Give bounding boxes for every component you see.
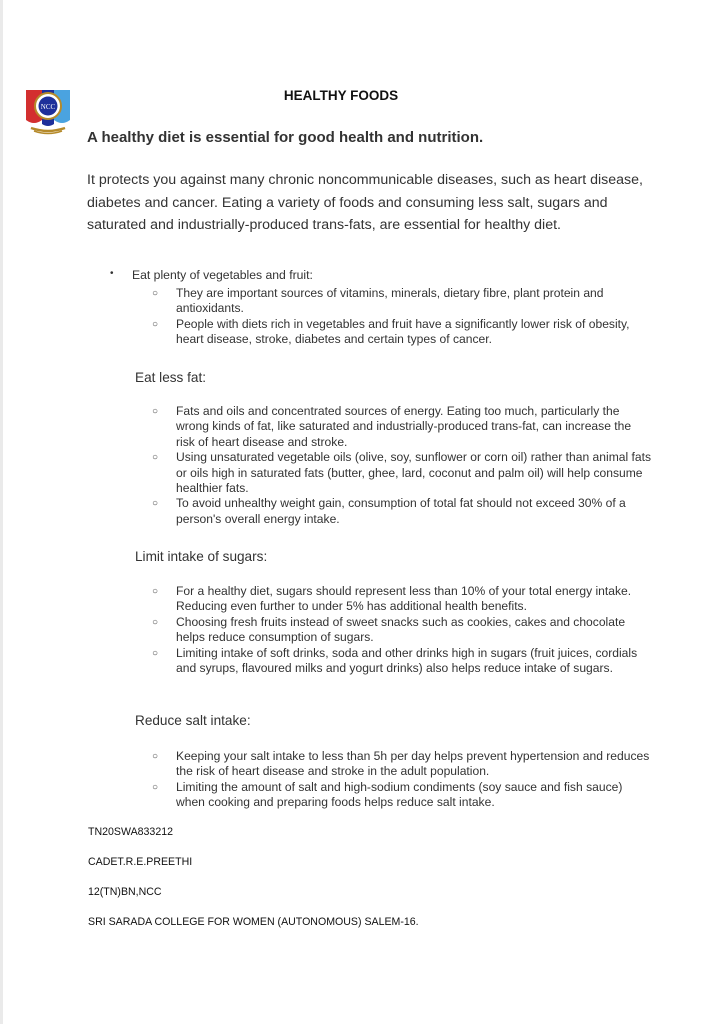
list-item xyxy=(152,646,652,677)
sub-bullet: ○ xyxy=(152,751,159,762)
section-heading-vegetables: Eat plenty of vegetables and fruit: xyxy=(132,268,313,282)
sugars-list xyxy=(152,584,652,676)
salt-list xyxy=(152,749,652,811)
college-name: SRI SARADA COLLEGE FOR WOMEN (AUTONOMOUS) SALEM-16. xyxy=(88,916,419,928)
list-item-text: Choosing fresh fruits instead of sweet snacks such as cookies, cakes and chocolate helps reduce consumption of sugars. xyxy=(176,614,626,645)
cadet-unit: 12(TN)BN,NCC xyxy=(88,886,162,898)
list-item-text: Limiting the amount of salt and high-sodium condiments (soy sauce and fish sauce) when cooking and preparing foods helps reduce salt intake. xyxy=(176,779,623,810)
list-item xyxy=(152,286,652,317)
sub-bullet: ○ xyxy=(152,318,159,330)
list-item xyxy=(152,780,652,811)
list-item-text: Using unsaturated vegetable oils (olive, soy, sunflower or corn oil) rather than animal fats or oils high in saturated fats (butter, ghee, lard, coconut and palm oil) will help consume healthier fats. xyxy=(176,450,652,496)
intro-paragraph: It protects you against many chronic noncommunicable diseases, such as heart disease, diabetes and cancer. Eating a variety of foods and consuming less salt, sugars and saturated and industrially-produced trans-fats, are essential for healthy diet. xyxy=(87,172,643,234)
list-item-text: For a healthy diet, sugars should represent less than 10% of your total energy intake. Reducing even further to under 5% has additional health benefits. xyxy=(176,584,632,614)
sub-bullet: ○ xyxy=(152,781,159,793)
logo-text: NCC xyxy=(40,103,56,111)
list-item-text: They are important sources of vitamins, minerals, dietary fibre, plant protein and antioxidants. xyxy=(176,286,604,316)
list-item xyxy=(152,450,652,496)
list-item xyxy=(152,749,652,780)
list-item-text: People with diets rich in vegetables and fruit have a significantly lower risk of obesity, heart disease, stroke, diabetes and certain types of cancer. xyxy=(176,316,630,347)
list-item-text: Keeping your salt intake to less than 5h per day helps prevent hypertension and reduces the risk of heart disease and stroke in the adult population. xyxy=(176,749,650,779)
cadet-id: TN20SWA833212 xyxy=(88,826,173,838)
cadet-name: CADET.R.E.PREETHI xyxy=(88,856,193,868)
sub-bullet: ○ xyxy=(152,616,159,628)
sub-bullet: ○ xyxy=(152,647,159,659)
section-heading-salt: Reduce salt intake: xyxy=(135,713,251,728)
list-item xyxy=(152,615,652,646)
main-bullet: • xyxy=(110,268,114,279)
list-item-text: To avoid unhealthy weight gain, consumption of total fat should not exceed 30% of a person's overall energy intake. xyxy=(176,496,626,526)
list-item-text: Limiting intake of soft drinks, soda and other drinks high in sugars (fruit juices, cordials and syrups, flavoured milks and yogurt drinks) also helps reduce intake of sugars. xyxy=(176,645,638,676)
fat-list xyxy=(152,404,652,527)
list-item xyxy=(152,496,652,527)
list-item xyxy=(152,584,652,615)
section-heading-sugars: Limit intake of sugars: xyxy=(135,549,268,564)
subheading: A healthy diet is essential for good health and nutrition. xyxy=(87,129,484,146)
section-heading-fat: Eat less fat: xyxy=(135,370,207,385)
sub-bullet: ○ xyxy=(152,498,159,510)
list-item xyxy=(152,404,652,450)
page-edge xyxy=(0,0,3,1024)
sub-bullet: ○ xyxy=(152,406,159,417)
sub-bullet: ○ xyxy=(152,586,159,597)
sub-bullet: ○ xyxy=(152,452,159,464)
list-item-text: Fats and oils and concentrated sources of energy. Eating too much, particularly the wrong kinds of fat, like saturated and industrially-produced trans-fat, can increase the risk of heart disease and stroke. xyxy=(176,404,632,449)
page-title: HEALTHY FOODS xyxy=(283,88,399,103)
vegetables-list xyxy=(152,286,652,348)
sub-bullet: ○ xyxy=(152,288,159,299)
list-item xyxy=(152,317,652,348)
